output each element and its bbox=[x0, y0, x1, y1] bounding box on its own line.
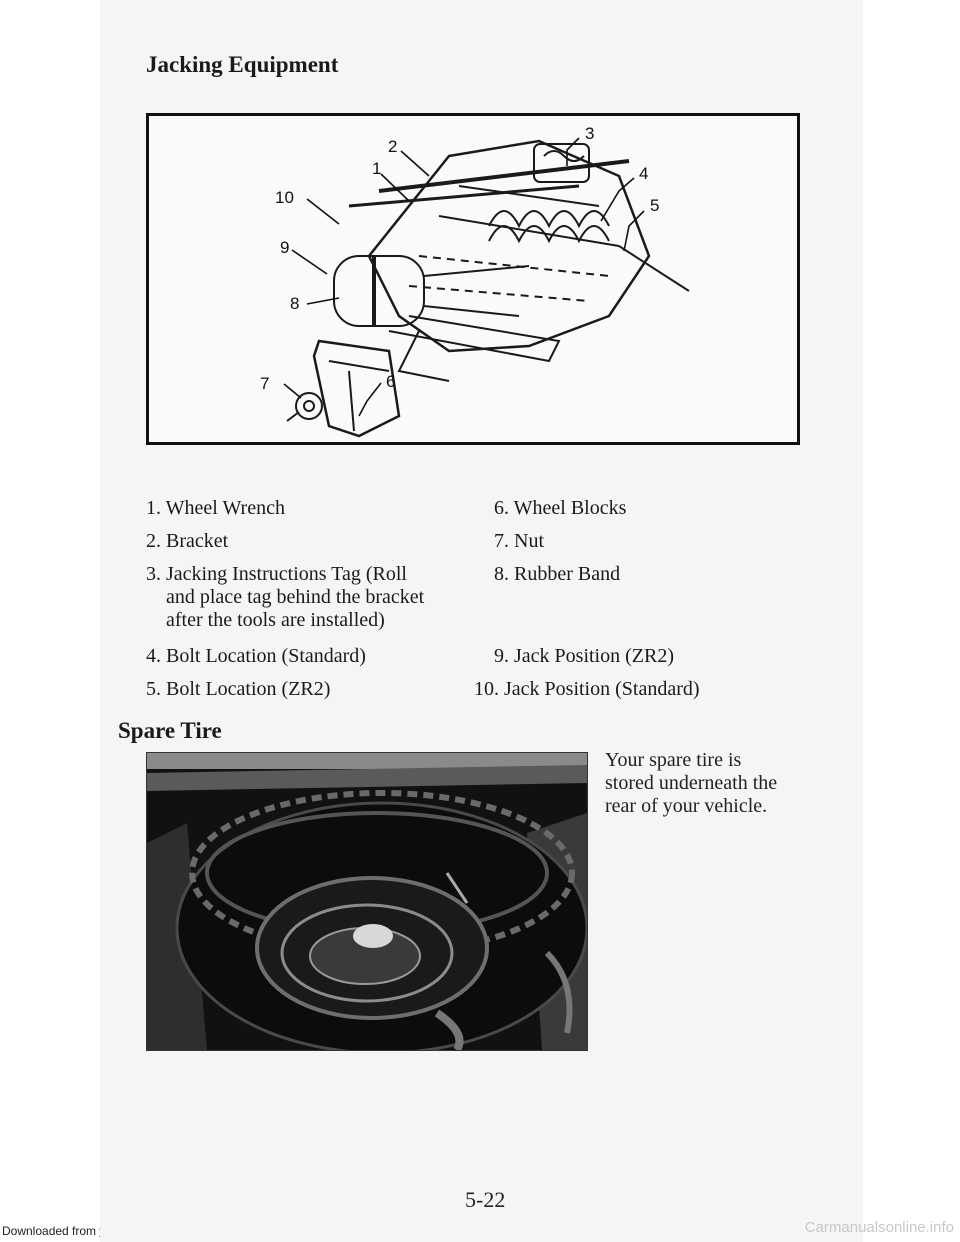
legend-item-9: 9. Jack Position (ZR2) bbox=[494, 645, 674, 667]
legend-item-7: 7. Nut bbox=[494, 530, 544, 552]
jacking-equipment-diagram bbox=[146, 113, 800, 445]
caption-line-1: Your spare tire is bbox=[605, 749, 742, 771]
legend-item-3-line-2: and place tag behind the bracket bbox=[166, 586, 425, 608]
jacking-equipment-illustration bbox=[149, 116, 797, 442]
legend-item-3: 3. Jacking Instructions Tag (Roll bbox=[146, 563, 407, 585]
legend-item-2: 2. Bracket bbox=[146, 530, 229, 552]
legend-item-4: 4. Bolt Location (Standard) bbox=[146, 645, 366, 667]
left-margin bbox=[0, 0, 100, 1242]
callout-label-7: 7 bbox=[260, 374, 270, 393]
legend-item-1: 1. Wheel Wrench bbox=[146, 497, 285, 519]
source-banner-prefix: Downloaded from bbox=[2, 1224, 97, 1238]
page-number: 5-22 bbox=[465, 1187, 506, 1212]
callout-label-2: 2 bbox=[388, 137, 398, 156]
callout-label-5: 5 bbox=[650, 196, 660, 215]
callout-label-10: 10 bbox=[275, 188, 294, 207]
spare-tire-heading: Spare Tire bbox=[118, 718, 222, 743]
callout-label-8: 8 bbox=[290, 294, 300, 313]
legend-item-8: 8. Rubber Band bbox=[494, 563, 621, 585]
callout-label-9: 9 bbox=[280, 238, 290, 257]
legend-item-10: 10. Jack Position (Standard) bbox=[474, 678, 700, 700]
legend-item-5: 5. Bolt Location (ZR2) bbox=[146, 678, 331, 700]
spare-tire-image bbox=[147, 753, 587, 1050]
spare-tire-photo bbox=[146, 752, 588, 1051]
site-watermark: Carmanualsonline.info bbox=[804, 1219, 954, 1236]
callout-label-4: 4 bbox=[639, 164, 649, 183]
jacking-equipment-heading: Jacking Equipment bbox=[146, 52, 339, 77]
spare-tire-caption bbox=[605, 749, 805, 818]
caption-line-2: stored underneath the bbox=[605, 772, 778, 794]
legend-item-6: 6. Wheel Blocks bbox=[494, 497, 627, 519]
legend-item-3-line-3: after the tools are installed) bbox=[166, 609, 385, 631]
callout-label-3: 3 bbox=[585, 124, 595, 143]
callout-label-6: 6 bbox=[386, 372, 396, 391]
callout-label-1: 1 bbox=[372, 159, 382, 178]
caption-line-3: rear of your vehicle. bbox=[605, 795, 768, 817]
